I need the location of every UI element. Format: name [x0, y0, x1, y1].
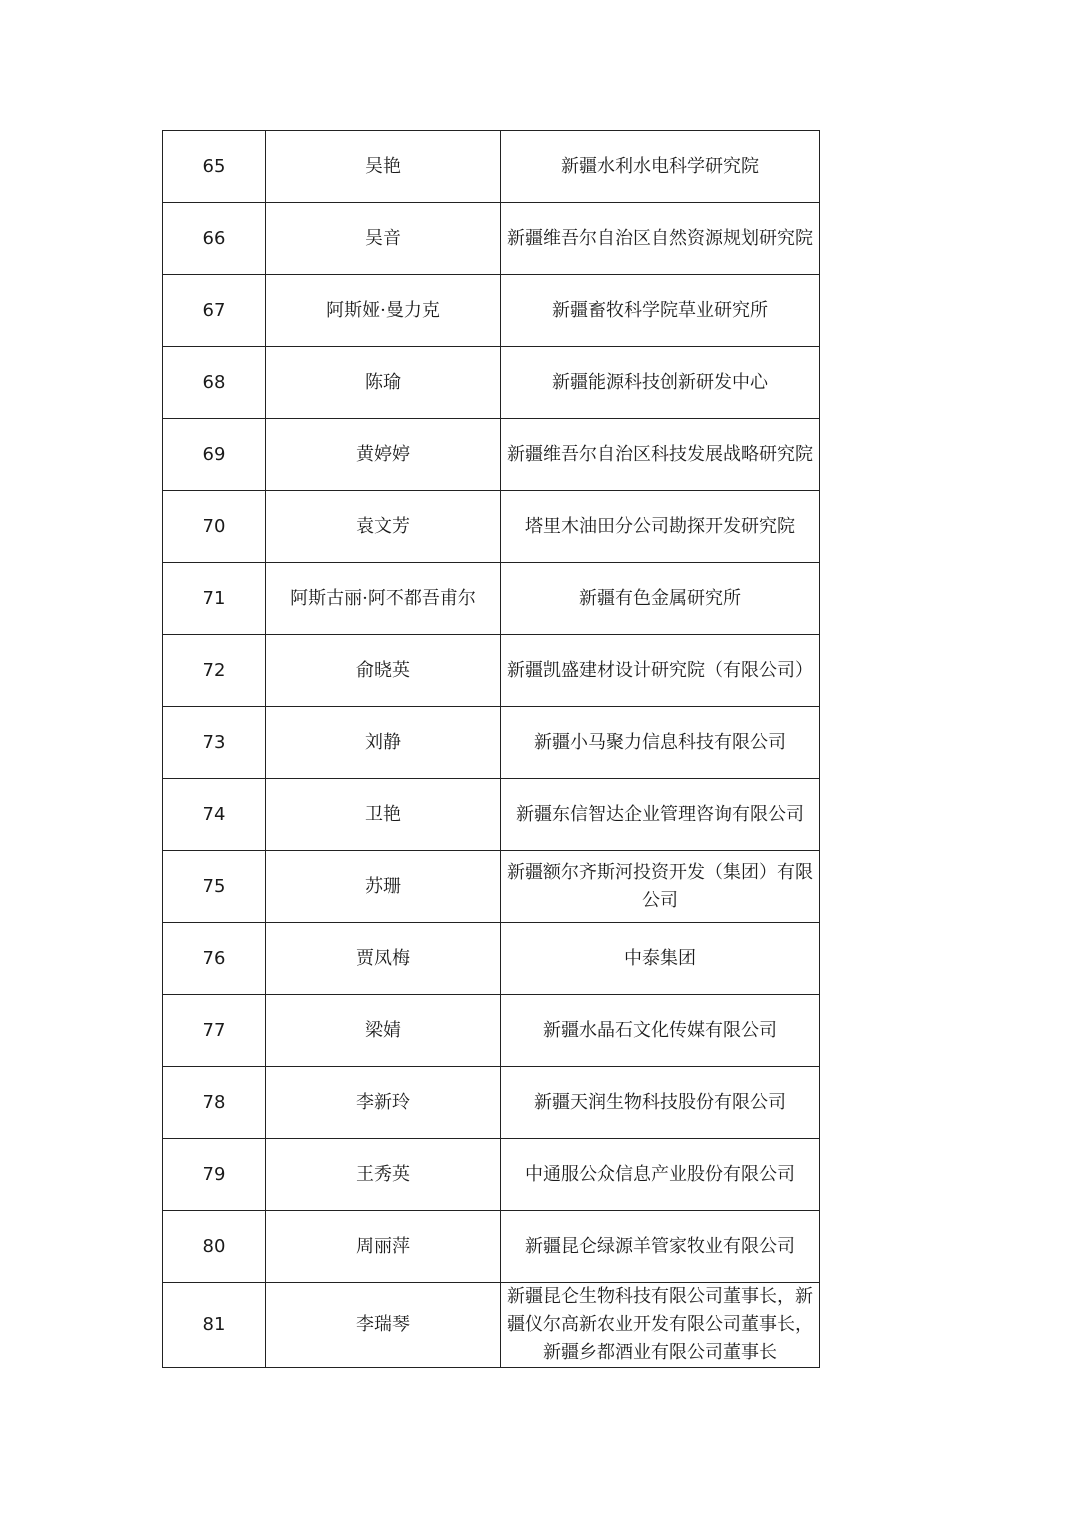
table-row: [163, 635, 820, 707]
organization: 新疆昆仑绿源羊管家牧业有限公司: [501, 1211, 820, 1283]
person-name: 吴音: [266, 203, 501, 275]
organization: 新疆维吾尔自治区自然资源规划研究院: [501, 203, 820, 275]
person-name: 周丽萍: [266, 1211, 501, 1283]
table-row: [163, 851, 820, 923]
person-name: 吴艳: [266, 131, 501, 203]
organization: 新疆水利水电科学研究院: [501, 131, 820, 203]
row-number: 79: [163, 1139, 266, 1211]
row-number: 65: [163, 131, 266, 203]
person-name: 卫艳: [266, 779, 501, 851]
organization: 新疆额尔齐斯河投资开发（集团）有限公司: [501, 851, 820, 923]
row-number: 70: [163, 491, 266, 563]
row-number: 80: [163, 1211, 266, 1283]
table-row: [163, 1139, 820, 1211]
organization: 新疆昆仑生物科技有限公司董事长，新疆仪尔高新农业开发有限公司董事长，新疆乡都酒业有限公司董事长: [501, 1283, 820, 1368]
row-number: 66: [163, 203, 266, 275]
table-row: [163, 779, 820, 851]
person-name: 阿斯娅·曼力克: [266, 275, 501, 347]
row-number: 76: [163, 923, 266, 995]
row-number: 67: [163, 275, 266, 347]
organization: 新疆能源科技创新研发中心: [501, 347, 820, 419]
row-number: 73: [163, 707, 266, 779]
organization: 新疆水晶石文化传媒有限公司: [501, 995, 820, 1067]
row-number: 74: [163, 779, 266, 851]
person-name: 王秀英: [266, 1139, 501, 1211]
table-row: [163, 203, 820, 275]
row-number: 68: [163, 347, 266, 419]
person-name: 俞晓英: [266, 635, 501, 707]
roster-table: [162, 130, 820, 1368]
table-row: [163, 707, 820, 779]
person-name: 苏珊: [266, 851, 501, 923]
organization: 新疆有色金属研究所: [501, 563, 820, 635]
organization: 新疆畜牧科学院草业研究所: [501, 275, 820, 347]
person-name: 黄婷婷: [266, 419, 501, 491]
organization: 新疆凯盛建材设计研究院（有限公司）: [501, 635, 820, 707]
table-row: [163, 1283, 820, 1368]
organization: 中泰集团: [501, 923, 820, 995]
table-row: [163, 563, 820, 635]
table-row: [163, 131, 820, 203]
row-number: 72: [163, 635, 266, 707]
table-row: [163, 995, 820, 1067]
table-row: [163, 347, 820, 419]
person-name: 陈瑜: [266, 347, 501, 419]
organization: 塔里木油田分公司勘探开发研究院: [501, 491, 820, 563]
person-name: 阿斯古丽·阿不都吾甫尔: [266, 563, 501, 635]
person-name: 李瑞琴: [266, 1283, 501, 1368]
organization: 新疆天润生物科技股份有限公司: [501, 1067, 820, 1139]
organization: 新疆小马聚力信息科技有限公司: [501, 707, 820, 779]
table-row: [163, 275, 820, 347]
row-number: 78: [163, 1067, 266, 1139]
row-number: 75: [163, 851, 266, 923]
person-name: 刘静: [266, 707, 501, 779]
row-number: 71: [163, 563, 266, 635]
organization: 中通服公众信息产业股份有限公司: [501, 1139, 820, 1211]
table-row: [163, 419, 820, 491]
organization: 新疆东信智达企业管理咨询有限公司: [501, 779, 820, 851]
table-row: [163, 1211, 820, 1283]
row-number: 69: [163, 419, 266, 491]
organization: 新疆维吾尔自治区科技发展战略研究院: [501, 419, 820, 491]
person-name: 贾凤梅: [266, 923, 501, 995]
person-name: 袁文芳: [266, 491, 501, 563]
table-row: [163, 923, 820, 995]
table-row: [163, 1067, 820, 1139]
table-row: [163, 491, 820, 563]
row-number: 77: [163, 995, 266, 1067]
row-number: 81: [163, 1283, 266, 1368]
person-name: 李新玲: [266, 1067, 501, 1139]
person-name: 梁婧: [266, 995, 501, 1067]
